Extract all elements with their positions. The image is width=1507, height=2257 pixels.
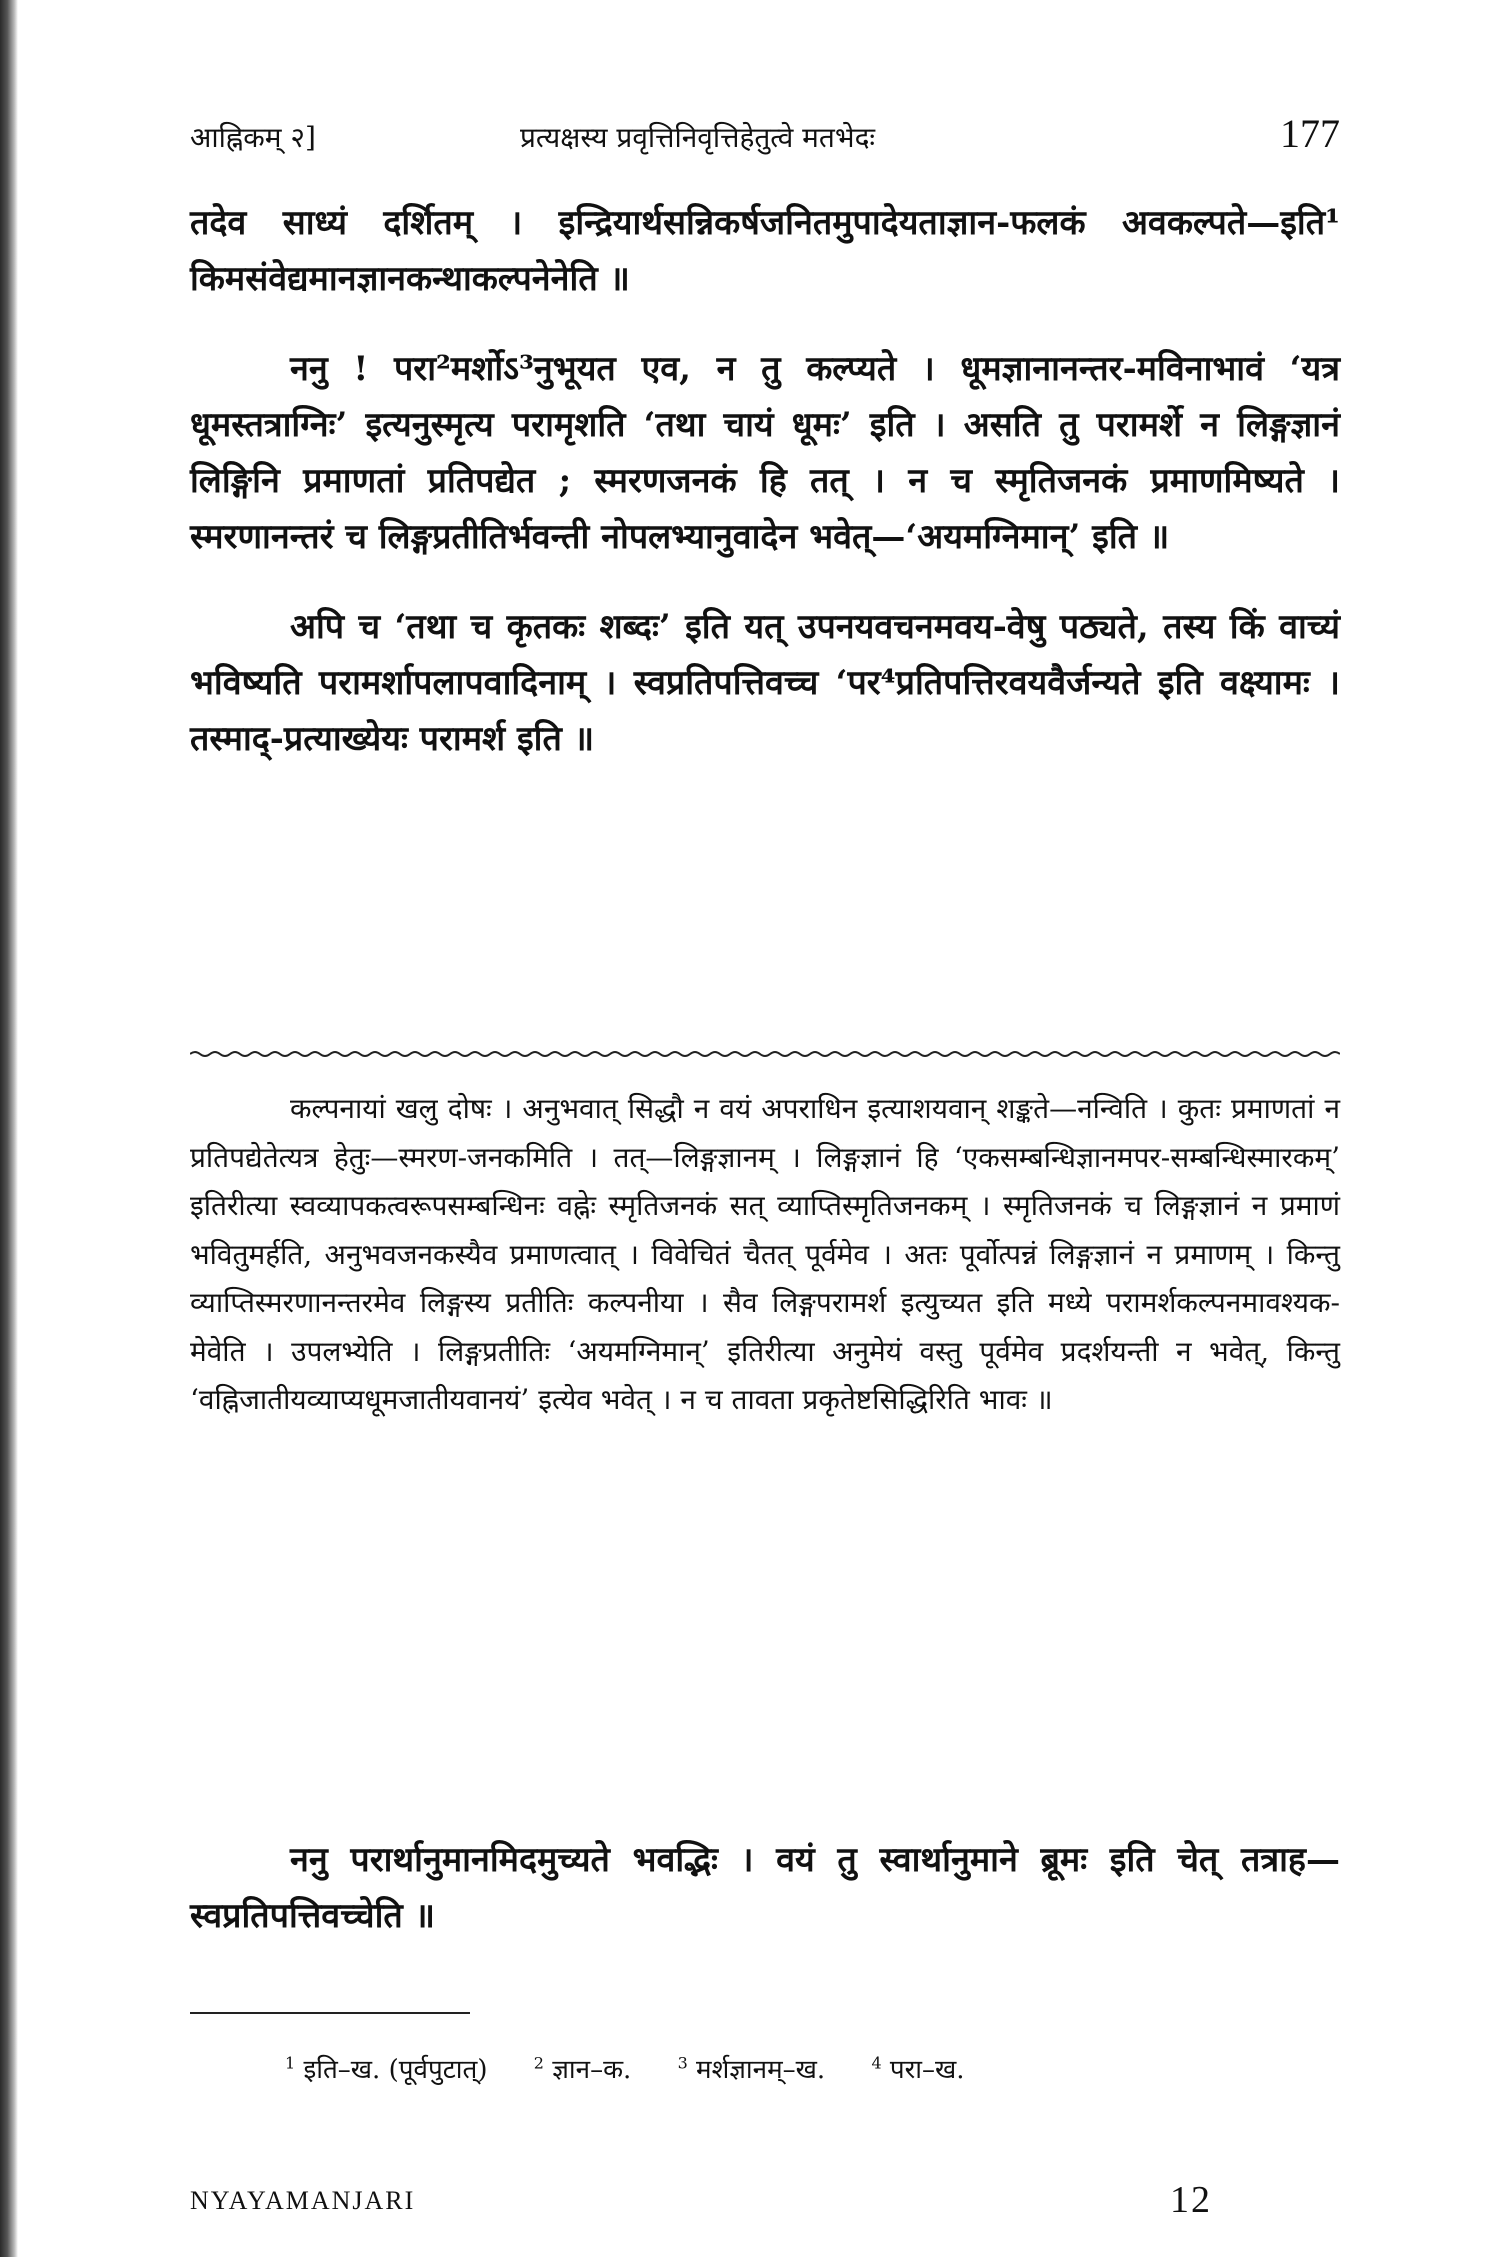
footnote-mark: 3 — [677, 2053, 688, 2073]
footnote — [285, 2055, 488, 2085]
page-binding-edge — [0, 0, 18, 2257]
footnote-mark: 1 — [285, 2053, 296, 2073]
closing-block — [190, 1832, 1340, 1944]
section-divider — [190, 1048, 1340, 1060]
page-number: 177 — [1280, 111, 1340, 156]
footnote-text: इति–ख. (पूर्वपुटात्) — [303, 2055, 488, 2085]
paragraph-3: अपि च ‘तथा च कृतकः शब्दः’ इति यत् उपनयवचनमवय-वेषु पठ्यते, तस्य किं वाच्यं भविष्यति परामर्शापलापवादिनाम् । स्वप्रतिपत्तिवच्च ‘पर⁴प्रतिपत्तिरवयवैर्जन्यते इति वक्ष्यामः । तस्माद्-प्रत्याख्येयः परामर्श इति ॥ — [190, 607, 1340, 759]
footnote — [678, 2055, 826, 2085]
footnotes — [285, 2050, 1003, 2086]
footnote-text: मर्शज्ञानम्–ख. — [696, 2055, 826, 2085]
footnote — [534, 2055, 632, 2085]
chapter-label: आह्निकम् २] — [190, 121, 316, 154]
page-footer — [190, 2178, 1340, 2228]
footnote-text: ज्ञान–क. — [552, 2055, 632, 2085]
footnote-mark: 2 — [533, 2053, 544, 2073]
closing-paragraph: ननु परार्थानुमानमिदमुच्यते भवद्भिः । वयं तु स्वार्थानुमाने ब्रूमः इति चेत् तत्राह—स्वप्रतिपत्तिवच्चेति ॥ — [190, 1840, 1340, 1936]
footnote-rule — [190, 2012, 470, 2014]
commentary-block — [190, 1085, 1340, 1425]
running-title: प्रत्यक्षस्य प्रवृत्तिनिवृत्तिहेतुत्वे मतभेदः — [520, 121, 876, 154]
signature-mark: NYAYAMANJARI — [190, 2186, 416, 2215]
footnote-text: परा–ख. — [889, 2055, 965, 2085]
running-header — [190, 110, 1340, 170]
main-text — [190, 195, 1340, 801]
paragraph-2: ननु ! परा²मर्शोऽ³नुभूयत एव, न तु कल्प्यते । धूमज्ञानानन्तर-मविनाभावं ‘यत्र धूमस्तत्राग्निः’ इत्यनुस्मृत्य परामृशति ‘तथा चायं धूमः’ इति । असति तु परामर्शे न लिङ्गज्ञानं लिङ्गिनि प्रमाणतां प्रतिपद्येत ; स्मरणजनकं हि तत् । न च स्मृतिजनकं प्रमाणमिष्यते । स्मरणानन्तरं च लिङ्गप्रतीतिर्भवन्ती नोपलभ्यानुवादेन भवेत्—‘अयमग्निमान्’ इति ॥ — [190, 349, 1340, 557]
sheet-number: 12 — [1170, 2179, 1212, 2221]
footnote — [871, 2055, 964, 2085]
commentary-text: कल्पनायां खलु दोषः । अनुभवात् सिद्धौ न वयं अपराधिन इत्याशयवान् शङ्कते—नन्विति । कुतः प्रमाणतां न प्रतिपद्येतेत्यत्र हेतुः—स्मरण-जनकमिति । तत्—लिङ्गज्ञानम् । लिङ्गज्ञानं हि ‘एकसम्बन्धिज्ञानमपर-सम्बन्धिस्मारकम्’ इतिरीत्या स्वव्यापकत्वरूपसम्बन्धिनः वह्नेः स्मृतिजनकं सत् व्याप्तिस्मृतिजनकम् । स्मृतिजनकं च लिङ्गज्ञानं न प्रमाणं भवितुमर्हति, अनुभवजनकस्यैव प्रमाणत्वात् । विवेचितं चैतत् पूर्वमेव । अतः पूर्वोत्पन्नं लिङ्गज्ञानं न प्रमाणम् । किन्तु व्याप्तिस्मरणानन्तरमेव लिङ्गस्य प्रतीतिः कल्पनीया । सैव लिङ्गपरामर्श इत्युच्यत इति मध्ये परामर्शकल्पनमावश्यक-मेवेति । उपलभ्येति । लिङ्गप्रतीतिः ‘अयमग्निमान्’ इतिरीत्या अनुमेयं वस्तु पूर्वमेव प्रदर्शयन्ती न भवेत्, किन्तु ‘वह्निजातीयव्याप्यधूमजातीयवानयं’ इत्येव भवेत् । न च तावता प्रकृतेष्टसिद्धिरिति भावः ॥ — [190, 1092, 1340, 1416]
footnote-mark: 4 — [871, 2053, 882, 2073]
book-page — [190, 0, 1340, 2257]
paragraph-1: तदेव साध्यं दर्शितम् । इन्द्रियार्थसन्निकर्षजनितमुपादेयताज्ञान-फलकं अवकल्पते—इति¹ किमसंवेद्यमानज्ञानकन्थाकल्पनेनेति ॥ — [190, 203, 1340, 299]
